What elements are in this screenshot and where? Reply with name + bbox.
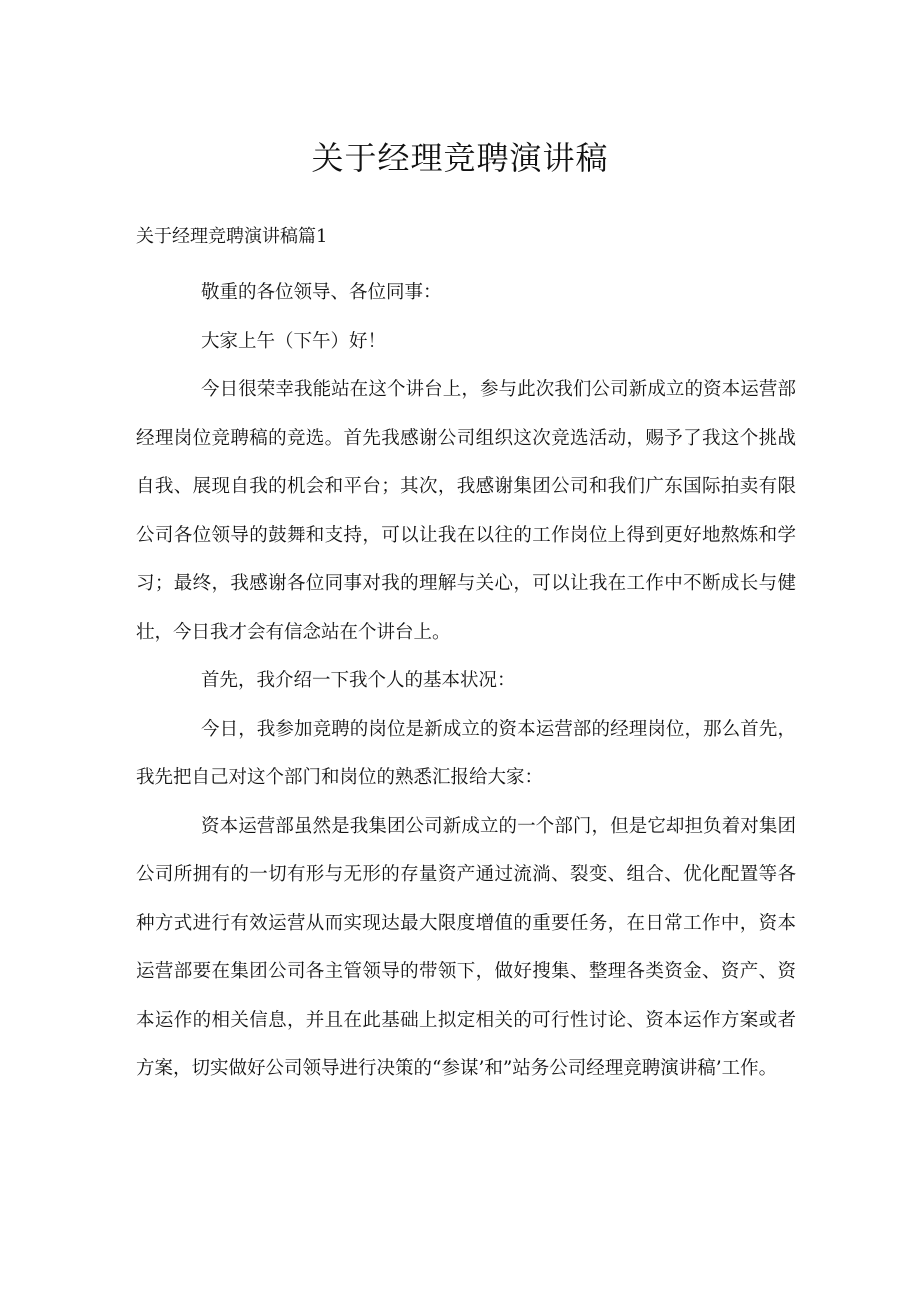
- document-title: 关于经理竞聘演讲稿: [311, 139, 609, 177]
- document-subtitle: 关于经理竞聘演讲稿篇1: [136, 226, 328, 247]
- paragraph-thanks: 今日很荣幸我能站在这个讲台上，参与此次我们公司新成立的资本运营部经理岗位竞聘稿的竞选。首先我感谢公司组织这次竞选活动，赐予了我这个挑战自我、展现自我的机会和平台；其次，我感谢集团公司和我们广东国际拍卖有限公司各位领导的鼓舞和支持，可以让我在以往的工作岗位上得到更好地熬炼和学习；最终，我感谢各位同事对我的理解与关心，可以让我在工作中不断成长与健壮，今日我才会有信念站在个讲台上。: [136, 379, 796, 643]
- paragraph-intro: 首先，我介绍一下我个人的基本状况：: [201, 670, 516, 691]
- paragraph-salutation: 大家上午（下午）好！: [201, 330, 387, 352]
- document-body: [136, 269, 796, 1094]
- paragraph-department: 资本运营部虽然是我集团公司新成立的一个部门，但是它却担负着对集团公司所拥有的一切有形与无形的存量资产通过流淌、裂变、组合、优化配置等各种方式进行有效运营从而实现达最大限度增值的重要任务，在日常工作中，资本运营部要在集团公司各主管领导的带领下，做好搜集、整理各类资金、资产、资本运作的相关信息，并且在此基础上拟定相关的可行性讨论、资本运作方案或者方案，切实做好公司领导进行决策的“参谋’和”站务公司经理竞聘演讲稿’工作。: [136, 815, 796, 1079]
- paragraph-position: 今日，我参加竞聘的岗位是新成立的资本运营部的经理岗位，那么首先，我先把自己对这个部门和岗位的熟悉汇报给大家：: [136, 718, 796, 788]
- paragraph-greeting: 敬重的各位领导、各位同事：: [201, 282, 442, 303]
